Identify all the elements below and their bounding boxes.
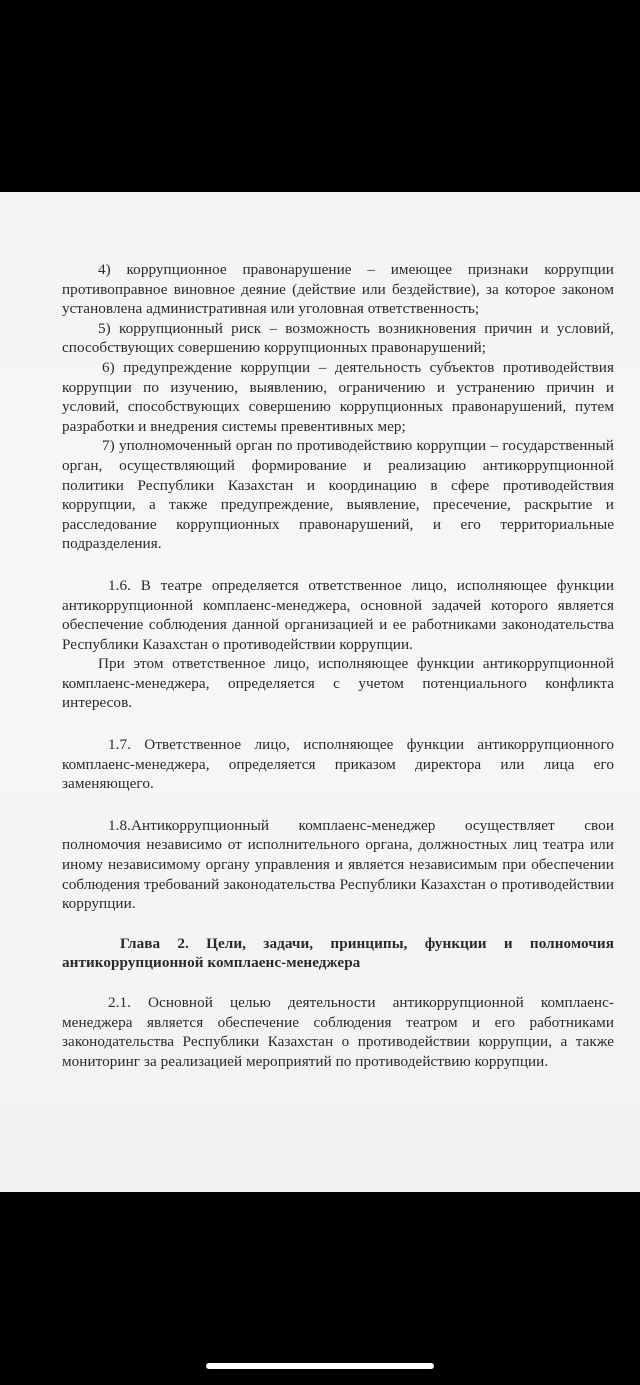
spacer xyxy=(62,713,614,735)
spacer xyxy=(62,973,614,993)
spacer xyxy=(62,914,614,934)
document-body xyxy=(62,260,614,1071)
paragraph-definition-6: 6) предупреждение коррупции – деятельность субъектов противодействия коррупции по изучению, выявлению, ограничению и устранению причин и условий, способствующих совершению коррупционных правонарушений, путем разработки и внедрения системы превентивных мер; xyxy=(62,358,614,435)
paragraph-definition-7: 7) уполномоченный орган по противодействию коррупции – государственный орган, осуществляющий формирование и реализацию антикоррупционной политики Республики Казахстан и координацию в сфере противодействия коррупции, а также предупреждение, выявление, пресечение, раскрытие и расследование коррупционных правонарушений, и его территориальные подразделения. xyxy=(62,437,614,553)
spacer xyxy=(62,554,614,576)
chapter-2-heading: Глава 2. Цели, задачи, принципы, функции и полномочия антикоррупционной комплаенс-менеджера xyxy=(62,934,614,972)
paragraph-1-6: 1.6. В театре определяется ответственное лицо, исполняющее функции антикоррупционной комплаенс-менеджера, основной задачей которого является обеспечение соблюдения данной организацией и ее работниками законодательства Республики Казахстан о противодействии коррупции. xyxy=(62,576,614,653)
paragraph-1-7: 1.7. Ответственное лицо, исполняющее функции антикоррупционного комплаенс-менеджера, определяется приказом директора или лица его заменяющего. xyxy=(62,736,614,793)
document-page xyxy=(0,192,640,1192)
spacer xyxy=(62,794,614,816)
paragraph-1-6-continued: При этом ответственное лицо, исполняющее функции антикоррупционной комплаенс-менеджера, определяется с учетом потенциального конфликта интересов. xyxy=(62,655,614,712)
paragraph-definition-4: 4) коррупционное правонарушение – имеющее признаки коррупции противоправное виновное деяние (действие или бездействие), за которое законом установлена административная или уголовная ответственность; xyxy=(62,261,614,318)
paragraph-1-8: 1.8.Антикоррупционный комплаенс-менеджер осуществляет свои полномочия независимо от исполнительного органа, должностных лиц театра или иному независимому органу управления и является независимым при обеспечении соблюдения требований законодательства Республики Казахстан о противодействии коррупции. xyxy=(62,816,614,913)
paragraph-2-1: 2.1. Основной целью деятельности антикоррупционной комплаенс-менеджера является обеспечение соблюдения театром и его работниками законодательства Республики Казахстан о противодействии коррупции, а также мониторинг за реализацией мероприятий по противодействию коррупции. xyxy=(62,994,614,1070)
paragraph-definition-5: 5) коррупционный риск – возможность возникновения причин и условий, способствующих совершению коррупционных правонарушений; xyxy=(62,319,614,357)
home-indicator[interactable] xyxy=(206,1363,434,1369)
